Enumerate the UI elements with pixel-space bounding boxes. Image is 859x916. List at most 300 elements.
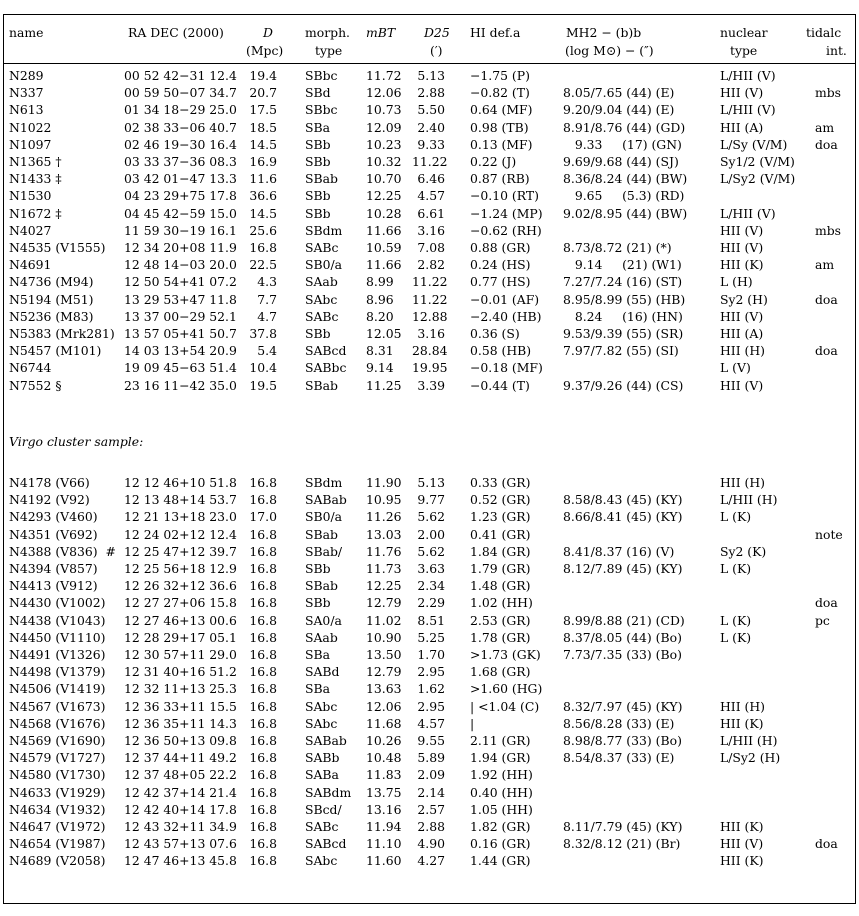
galaxy-name-cell: N4654 (V1987) [9, 836, 106, 852]
nuclear-type-cell: L (V) [720, 360, 751, 376]
table-row [0, 526, 859, 543]
diameter-d25-cell: 8.51 [417, 612, 445, 628]
hi-deficiency-cell: −0.01 (AF) [470, 291, 540, 307]
tidal-interaction-cell: mbs [815, 222, 842, 238]
distance-cell: 16.8 [249, 750, 277, 766]
h2-mass-cell: 9.14 (21) (W1) [563, 257, 682, 273]
hi-deficiency-cell: 0.16 (GR) [470, 836, 531, 852]
ra-dec-cell: 11 59 30−19 16.1 [124, 222, 237, 238]
nuclear-type-cell: HII (V) [720, 240, 764, 255]
table-row [0, 560, 859, 577]
diameter-d25-cell: 5.13 [417, 475, 445, 490]
ra-dec-cell: 12 36 33+11 15.5 [124, 698, 237, 714]
table-row [0, 715, 859, 732]
diameter-d25-cell: 2.29 [417, 595, 445, 611]
morph-type-cell: SABc [305, 240, 339, 255]
galaxy-name-cell: N5383 (Mrk281) [9, 326, 115, 341]
diameter-d25-cell: 2.95 [417, 664, 445, 680]
ra-dec-cell: 12 42 37+14 21.4 [124, 784, 237, 800]
table-row [0, 239, 859, 256]
morph-type-cell: SAab [305, 274, 338, 290]
hi-deficiency-cell: 1.79 (GR) [470, 561, 531, 576]
distance-cell: 16.8 [249, 492, 277, 508]
h2-mass-cell: 8.24 (16) (HN) [563, 308, 683, 324]
ra-dec-cell: 12 25 56+18 12.9 [124, 561, 237, 576]
diameter-d25-cell: 4.27 [417, 853, 445, 869]
h2-mass-cell: 8.54/8.37 (33) (E) [563, 750, 675, 766]
table-row [0, 680, 859, 697]
ra-dec-cell: 12 43 57+13 07.6 [124, 836, 237, 852]
nuclear-type-cell: L (K) [720, 629, 752, 645]
table-row [0, 153, 859, 170]
magnitude-bt-cell: 13.50 [366, 647, 402, 662]
ra-dec-cell: 12 32 11+13 25.3 [124, 681, 237, 697]
table-row [0, 543, 859, 560]
magnitude-bt-cell: 12.25 [366, 578, 402, 594]
header-rule [3, 63, 856, 64]
h2-mass-cell: 7.73/7.35 (33) (Bo) [563, 647, 682, 662]
table-row [0, 136, 859, 153]
tidal-interaction-cell: doa [815, 291, 838, 307]
nuclear-type-cell: Sy2 (K) [720, 543, 767, 559]
galaxy-name-cell: N4568 (V1676) [9, 715, 106, 731]
morph-type-cell: SAab [305, 629, 338, 645]
magnitude-bt-cell: 12.06 [366, 85, 402, 101]
magnitude-bt-cell: 13.03 [366, 526, 402, 542]
distance-cell: 14.5 [249, 205, 277, 221]
galaxy-name-cell: N1672 ‡ [9, 205, 62, 221]
ra-dec-cell: 19 09 45−63 51.4 [124, 360, 237, 376]
galaxy-name-cell: N613 [9, 102, 44, 118]
ra-dec-cell: 03 42 01−47 13.3 [124, 171, 237, 187]
ra-dec-cell: 12 36 50+13 09.8 [124, 733, 237, 748]
magnitude-bt-cell: 11.94 [366, 819, 402, 834]
morph-type-cell: SBab [305, 171, 338, 187]
hi-deficiency-cell: 0.87 (RB) [470, 171, 530, 187]
diameter-d25-cell: 11.22 [412, 291, 448, 307]
morph-type-cell: SAbc [305, 291, 338, 307]
diameter-d25-cell: 1.70 [417, 647, 445, 662]
magnitude-bt-cell: 9.14 [366, 360, 394, 376]
galaxy-name-cell: N7552 § [9, 377, 62, 393]
diameter-d25-cell: 1.62 [417, 681, 445, 697]
distance-cell: 16.8 [249, 629, 277, 645]
tidal-interaction-cell: doa [815, 836, 838, 852]
h2-mass-cell: 8.32/8.12 (21) (Br) [563, 836, 681, 852]
nuclear-type-cell: L (H) [720, 274, 753, 290]
header-d25: D25 [424, 25, 450, 40]
galaxy-name-cell: N4192 (V92) [9, 492, 90, 508]
nuclear-type-cell: HII (V) [720, 308, 764, 324]
distance-cell: 16.8 [249, 612, 277, 628]
magnitude-bt-cell: 13.16 [366, 801, 402, 817]
table-row [0, 222, 859, 239]
table-row [0, 749, 859, 766]
table-row [0, 852, 859, 869]
diameter-d25-cell: 5.62 [417, 543, 445, 559]
magnitude-bt-cell: 10.28 [366, 205, 402, 221]
morph-type-cell: SABc [305, 308, 339, 324]
table-row [0, 629, 859, 646]
galaxy-name-cell: N4689 (V2058) [9, 853, 106, 869]
distance-cell: 10.4 [249, 360, 277, 376]
hi-deficiency-cell: 0.36 (S) [470, 326, 520, 341]
magnitude-bt-cell: 11.73 [366, 561, 402, 576]
tidal-interaction-cell: pc [815, 612, 830, 628]
morph-type-cell: SBdm [305, 222, 343, 238]
distance-cell: 11.6 [249, 171, 277, 187]
morph-type-cell: SBb [305, 595, 331, 611]
galaxy-name-cell: N4491 (V1326) [9, 647, 106, 662]
hi-deficiency-cell: 0.24 (HS) [470, 257, 531, 273]
distance-cell: 16.9 [249, 154, 277, 169]
ra-dec-cell: 14 03 13+54 20.9 [124, 343, 237, 359]
header-mbt: mBT [366, 25, 396, 40]
header-morph-unit: type [315, 43, 343, 58]
morph-type-cell: SABcd [305, 343, 347, 359]
diameter-d25-cell: 5.25 [417, 629, 445, 645]
magnitude-bt-cell: 8.20 [366, 308, 394, 324]
hi-deficiency-cell: 0.88 (GR) [470, 240, 531, 255]
nuclear-type-cell: HII (K) [720, 853, 764, 869]
diameter-d25-cell: 6.61 [417, 205, 445, 221]
h2-mass-cell: 9.33 (17) (GN) [563, 136, 682, 152]
distance-cell: 19.5 [249, 377, 277, 393]
distance-cell: 16.8 [249, 733, 277, 748]
distance-cell: 16.8 [249, 595, 277, 611]
table-row [0, 119, 859, 136]
galaxy-name-cell: N4506 (V1419) [9, 681, 106, 697]
header-mh2-unit: (log M⊙) − (″) [565, 43, 654, 58]
ra-dec-cell: 04 23 29+75 17.8 [124, 188, 237, 204]
galaxy-name-cell: N4450 (V1110) [9, 629, 106, 645]
hi-deficiency-cell: 1.78 (GR) [470, 629, 531, 645]
ra-dec-cell: 02 38 33−06 40.7 [124, 119, 237, 135]
table-row [0, 474, 859, 491]
ra-dec-cell: 12 31 40+16 51.2 [124, 664, 237, 680]
nuclear-type-cell: HII (V) [720, 377, 764, 393]
hi-deficiency-cell: 0.22 (J) [470, 154, 517, 169]
ra-dec-cell: 13 57 05+41 50.7 [124, 326, 237, 341]
morph-type-cell: SBb [305, 154, 331, 169]
header-tidal-unit: int. [826, 43, 847, 58]
table-row [0, 663, 859, 680]
h2-mass-cell: 7.97/7.82 (55) (SI) [563, 343, 679, 359]
diameter-d25-cell: 5.89 [417, 750, 445, 766]
distance-cell: 16.8 [249, 681, 277, 697]
diameter-d25-cell: 12.88 [412, 308, 448, 324]
h2-mass-cell: 8.12/7.89 (45) (KY) [563, 561, 683, 576]
magnitude-bt-cell: 11.66 [366, 222, 402, 238]
magnitude-bt-cell: 13.75 [366, 784, 402, 800]
distance-cell: 16.8 [249, 767, 277, 783]
galaxy-name-cell: N4634 (V1932) [9, 801, 106, 817]
nuclear-type-cell: HII (H) [720, 475, 766, 490]
galaxy-name-cell: N4430 (V1002) [9, 595, 106, 611]
morph-type-cell: SBab [305, 526, 338, 542]
galaxy-name-cell: N4388 (V836) # [9, 543, 116, 559]
magnitude-bt-cell: 11.02 [366, 612, 402, 628]
table-row [0, 359, 859, 376]
table-row [0, 256, 859, 273]
morph-type-cell: SBd [305, 85, 331, 101]
nuclear-type-cell: HII (A) [720, 119, 764, 135]
morph-type-cell: SABc [305, 819, 339, 834]
galaxy-name-cell: N4293 (V460) [9, 509, 98, 525]
table-row [0, 508, 859, 525]
morph-type-cell: SBb [305, 188, 331, 204]
ra-dec-cell: 12 37 44+11 49.2 [124, 750, 237, 766]
ra-dec-cell: 12 12 46+10 51.8 [124, 475, 237, 490]
distance-cell: 18.5 [249, 119, 277, 135]
morph-type-cell: SBab [305, 377, 338, 393]
ra-dec-cell: 01 34 18−29 25.0 [124, 102, 237, 118]
diameter-d25-cell: 7.08 [417, 240, 445, 255]
distance-cell: 37.8 [249, 326, 277, 341]
nuclear-type-cell: HII (K) [720, 715, 764, 731]
magnitude-bt-cell: 10.90 [366, 629, 402, 645]
header-name: name [9, 25, 44, 40]
header-nuclear-unit: type [730, 43, 758, 58]
magnitude-bt-cell: 10.26 [366, 733, 402, 748]
galaxy-name-cell: N4178 (V66) [9, 475, 90, 490]
distance-cell: 4.7 [257, 308, 277, 324]
h2-mass-cell: 8.91/8.76 (44) (GD) [563, 119, 686, 135]
galaxy-name-cell: N4027 [9, 222, 52, 238]
hi-deficiency-cell: | <1.04 (C) [470, 698, 540, 714]
distance-cell: 25.6 [249, 222, 277, 238]
galaxy-name-cell: N4736 (M94) [9, 274, 94, 290]
h2-mass-cell: 8.95/8.99 (55) (HB) [563, 291, 686, 307]
magnitude-bt-cell: 10.73 [366, 102, 402, 118]
magnitude-bt-cell: 11.72 [366, 68, 402, 83]
ra-dec-cell: 13 29 53+47 11.8 [124, 291, 237, 307]
table-row [0, 612, 859, 629]
nuclear-type-cell: HII (H) [720, 343, 766, 359]
ra-dec-cell: 12 26 32+12 36.6 [124, 578, 237, 594]
nuclear-type-cell: HII (K) [720, 819, 764, 834]
magnitude-bt-cell: 11.90 [366, 475, 402, 490]
tidal-interaction-cell: am [815, 257, 835, 273]
morph-type-cell: SBbc [305, 102, 338, 118]
magnitude-bt-cell: 12.09 [366, 119, 402, 135]
header-hi-def: HI def.a [470, 25, 521, 40]
magnitude-bt-cell: 8.99 [366, 274, 394, 290]
morph-type-cell: SBdm [305, 475, 343, 490]
diameter-d25-cell: 9.77 [417, 492, 445, 508]
nuclear-type-cell: L/HII (H) [720, 492, 778, 508]
h2-mass-cell: 8.73/8.72 (21) (*) [563, 240, 672, 255]
header-distance: D [263, 25, 273, 40]
hi-deficiency-cell: 1.68 (GR) [470, 664, 531, 680]
magnitude-bt-cell: 11.10 [366, 836, 402, 852]
nuclear-type-cell: L/Sy2 (V/M) [720, 171, 796, 187]
morph-type-cell: SBbc [305, 68, 338, 83]
hi-deficiency-cell: 1.02 (HH) [470, 595, 533, 611]
distance-cell: 5.4 [257, 343, 277, 359]
nuclear-type-cell: L/HII (V) [720, 205, 776, 221]
table-row [0, 170, 859, 187]
hi-deficiency-cell: −0.44 (T) [470, 377, 530, 393]
galaxy-name-cell: N4569 (V1690) [9, 733, 106, 748]
tidal-interaction-cell: doa [815, 343, 838, 359]
nuclear-type-cell: HII (V) [720, 836, 764, 852]
galaxy-name-cell: N1530 [9, 188, 52, 204]
hi-deficiency-cell: | [470, 715, 475, 731]
hi-deficiency-cell: 1.44 (GR) [470, 853, 531, 869]
distance-cell: 16.8 [249, 698, 277, 714]
h2-mass-cell: 7.27/7.24 (16) (ST) [563, 274, 683, 290]
ra-dec-cell: 12 47 46+13 45.8 [124, 853, 237, 869]
magnitude-bt-cell: 10.70 [366, 171, 402, 187]
magnitude-bt-cell: 12.05 [366, 326, 402, 341]
morph-type-cell: SBb [305, 205, 331, 221]
morph-type-cell: SABb [305, 750, 340, 766]
distance-cell: 16.8 [249, 664, 277, 680]
distance-cell: 19.4 [249, 68, 277, 83]
top-rule [3, 14, 856, 15]
hi-deficiency-cell: 1.92 (HH) [470, 767, 533, 783]
nuclear-type-cell: L (K) [720, 612, 752, 628]
galaxy-name-cell: N4351 (V692) [9, 526, 98, 542]
nuclear-type-cell: Sy2 (H) [720, 291, 768, 307]
hi-deficiency-cell: 1.48 (GR) [470, 578, 531, 594]
bottom-rule [3, 903, 856, 904]
header-morph: morph. [305, 25, 350, 40]
table-row [0, 698, 859, 715]
distance-cell: 14.5 [249, 136, 277, 152]
hi-deficiency-cell: 0.33 (GR) [470, 475, 531, 490]
galaxy-name-cell: N5236 (M83) [9, 308, 94, 324]
morph-type-cell: SABbc [305, 360, 347, 376]
galaxy-name-cell: N4413 (V912) [9, 578, 98, 594]
magnitude-bt-cell: 12.79 [366, 595, 402, 611]
distance-cell: 4.3 [257, 274, 277, 290]
ra-dec-cell: 00 59 50−07 34.7 [124, 85, 237, 101]
galaxy-name-cell: N289 [9, 68, 44, 83]
table-row [0, 594, 859, 611]
diameter-d25-cell: 5.13 [417, 68, 445, 83]
h2-mass-cell: 8.11/7.79 (45) (KY) [563, 819, 683, 834]
distance-cell: 16.8 [249, 543, 277, 559]
ra-dec-cell: 12 27 27+06 15.8 [124, 595, 237, 611]
distance-cell: 16.8 [249, 578, 277, 594]
hi-deficiency-cell: 2.53 (GR) [470, 612, 531, 628]
diameter-d25-cell: 2.40 [417, 119, 445, 135]
ra-dec-cell: 00 52 42−31 12.4 [124, 68, 237, 83]
diameter-d25-cell: 9.55 [417, 733, 445, 748]
distance-cell: 16.8 [249, 561, 277, 576]
ra-dec-cell: 12 13 48+14 53.7 [124, 492, 237, 508]
diameter-d25-cell: 2.88 [417, 85, 445, 101]
ra-dec-cell: 12 50 54+41 07.2 [124, 274, 237, 290]
morph-type-cell: SBa [305, 647, 330, 662]
diameter-d25-cell: 3.16 [417, 326, 445, 341]
hi-deficiency-cell: −1.75 (P) [470, 68, 530, 83]
morph-type-cell: SAbc [305, 698, 338, 714]
diameter-d25-cell: 28.84 [412, 343, 448, 359]
ra-dec-cell: 12 30 57+11 29.0 [124, 647, 237, 662]
galaxy-name-cell: N4498 (V1379) [9, 664, 106, 680]
magnitude-bt-cell: 13.63 [366, 681, 402, 697]
h2-mass-cell: 8.41/8.37 (16) (V) [563, 543, 675, 559]
ra-dec-cell: 12 21 13+18 23.0 [124, 509, 237, 525]
magnitude-bt-cell: 10.59 [366, 240, 402, 255]
header-mh2: MH2 − (b)b [566, 25, 642, 40]
tidal-interaction-cell: doa [815, 595, 838, 611]
h2-mass-cell: 8.56/8.28 (33) (E) [563, 715, 675, 731]
header-d25-unit: (′) [430, 43, 443, 58]
distance-cell: 16.8 [249, 836, 277, 852]
hi-deficiency-cell: 0.52 (GR) [470, 492, 531, 508]
h2-mass-cell: 8.37/8.05 (44) (Bo) [563, 629, 682, 645]
diameter-d25-cell: 5.62 [417, 509, 445, 525]
nuclear-type-cell: L/HII (V) [720, 102, 776, 118]
hi-deficiency-cell: 0.41 (GR) [470, 526, 531, 542]
ra-dec-cell: 12 36 35+11 14.3 [124, 715, 237, 731]
hi-deficiency-cell: 0.40 (HH) [470, 784, 533, 800]
nuclear-type-cell: HII (V) [720, 222, 764, 238]
ra-dec-cell: 23 16 11−42 35.0 [124, 377, 237, 393]
morph-type-cell: SABab [305, 733, 347, 748]
hi-deficiency-cell: 0.64 (MF) [470, 102, 533, 118]
tidal-interaction-cell: note [815, 526, 843, 542]
hi-deficiency-cell: 1.82 (GR) [470, 819, 531, 834]
diameter-d25-cell: 3.63 [417, 561, 445, 576]
distance-cell: 7.7 [257, 291, 277, 307]
hi-deficiency-cell: −0.18 (MF) [470, 360, 543, 376]
distance-cell: 16.8 [249, 801, 277, 817]
virgo-section-label: Virgo cluster sample: [9, 434, 144, 449]
ra-dec-cell: 02 46 19−30 16.4 [124, 136, 237, 152]
morph-type-cell: SBb [305, 561, 331, 576]
tidal-interaction-cell: doa [815, 136, 838, 152]
tidal-interaction-cell: mbs [815, 85, 842, 101]
diameter-d25-cell: 11.22 [412, 154, 448, 169]
hi-deficiency-cell: 1.05 (HH) [470, 801, 533, 817]
morph-type-cell: SBa [305, 119, 330, 135]
distance-cell: 17.0 [249, 509, 277, 525]
morph-type-cell: SABd [305, 664, 340, 680]
galaxy-name-cell: N4438 (V1043) [9, 612, 106, 628]
h2-mass-cell: 9.69/9.68 (44) (SJ) [563, 154, 679, 169]
diameter-d25-cell: 4.90 [417, 836, 445, 852]
hi-deficiency-cell: 0.98 (TB) [470, 119, 529, 135]
table-row [0, 784, 859, 801]
diameter-d25-cell: 6.46 [417, 171, 445, 187]
diameter-d25-cell: 19.95 [412, 360, 448, 376]
table-row [0, 84, 859, 101]
h2-mass-cell: 8.05/7.65 (44) (E) [563, 85, 675, 101]
galaxy-name-cell: N1022 [9, 119, 52, 135]
h2-mass-cell: 8.99/8.88 (21) (CD) [563, 612, 685, 628]
galaxy-name-cell: N5457 (M101) [9, 343, 102, 359]
nuclear-type-cell: L/HII (V) [720, 68, 776, 83]
distance-cell: 16.8 [249, 647, 277, 662]
morph-type-cell: SABa [305, 767, 339, 783]
galaxy-name-cell: N337 [9, 85, 44, 101]
distance-cell: 16.8 [249, 784, 277, 800]
ra-dec-cell: 12 43 32+11 34.9 [124, 819, 237, 834]
h2-mass-cell: 9.53/9.39 (55) (SR) [563, 326, 684, 341]
table-row [0, 646, 859, 663]
diameter-d25-cell: 2.88 [417, 819, 445, 834]
morph-type-cell: SBb [305, 326, 331, 341]
nuclear-type-cell: L/HII (H) [720, 733, 778, 748]
h2-mass-cell: 9.65 (5.3) (RD) [563, 188, 685, 204]
morph-type-cell: SBab/ [305, 543, 343, 559]
h2-mass-cell: 8.36/8.24 (44) (BW) [563, 171, 688, 187]
